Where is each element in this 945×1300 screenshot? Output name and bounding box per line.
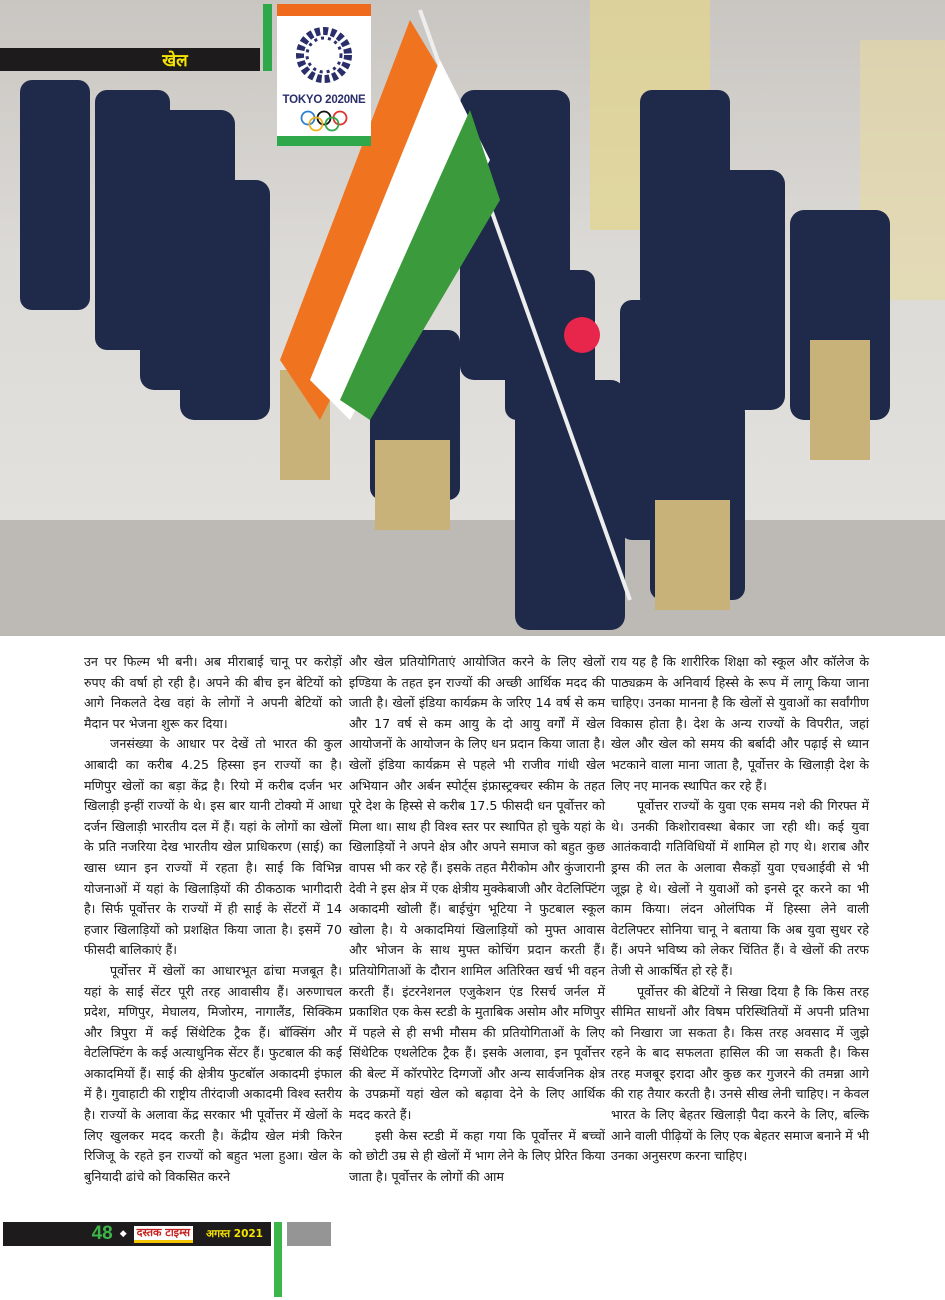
page-footer (3, 1222, 271, 1246)
section-header-bar (0, 48, 260, 71)
issue-date: अगस्त 2021 (206, 1228, 263, 1240)
section-label: खेल (162, 51, 188, 71)
logo-saffron-stripe (277, 4, 371, 16)
paragraph: पूर्वोत्तर राज्यों के युवा एक समय नशे की गिरफ्त में थे। उनकी किशोरावस्था बेकार जा रही थी। कई युवा आतंकवादी गतिविधियों में शामिल हो गए थे। शराब और ड्रग्स की लत के अलावा सैकड़ों युवा एचआईवी से भी जूझ हे थे। खेलों ने युवाओं को इनसे दूर करने का भी काम किया। लंदन ओलंपिक में हिस्सा लेने वाली वेटलिफ्टर सोनिया चानू ने बताया कि अब युवा सुधर रहे हैं। अपने भविष्य को लेकर चिंतित हैं। वे खेलों की तरफ तेजी से आकर्षित हो रहे हैं। (611, 798, 869, 978)
paragraph: जनसंख्या के आधार पर देखें तो भारत की कुल आबादी का करीब 4.25 हिस्सा इन राज्यों का है। मणिपुर खेलों का बड़ा केंद्र है। रियो में करीब दर्जन भर खिलाड़ी इन्हीं राज्यों के थे। इस बार यानी टोक्यो में आधा दर्जन खिलाड़ी भारतीय दल में हैं। यहां के लोगों का खेलों के प्रति नजरिया देख भारतीय खेल प्राधिकरण (साई) का खास ध्यान इन राज्यों में रहता है। साई कि विभिन्न योजनाओं में यहां के खिलाड़ियों की ठीकठाक भागीदारी है। सिर्फ पूर्वोत्तर के राज्यों में ही साई के सेंटरों में 14 हजार खिलाड़ियों को प्रशक्षित किया जाता है। इसमें 70 फीसदी बालिकाएं हैं। (84, 736, 342, 958)
article-column-2 (349, 652, 605, 1187)
logo-green-stripe (277, 136, 371, 146)
paragraph: राय यह है कि शारीरिक शिक्षा को स्कूल और कॉलेज के पाठ्यक्रम के अनिवार्य हिस्से के रूप में लागू किया जाना चाहिए। उनका मानना है कि खेलों से युवाओं का सर्वांगीण विकास होता है। देश के अन्य राज्यों के विपरीत, जहां खेल और खेल को समय की बर्बादी और पढ़ाई से ध्यान भटकाने वाला माना जाता है, पूर्वोत्तर के खिलाड़ी देश के लिए नए मानक स्थापित कर रहे हैं। (611, 654, 869, 793)
tokyo-emblem-icon (293, 24, 355, 86)
paragraph: इसी केस स्टडी में कहा गया कि पूर्वोत्तर में बच्चों को छोटी उम्र से ही खेलों में भाग लेने के लिए प्रेरित किया जाता है। पूर्वोत्तर के लोगों की आम (349, 1127, 605, 1184)
paragraph: और खेल प्रतियोगिताएं आयोजित करने के लिए खेलों इण्डिया के तहत इन राज्यों की अच्छी आर्थिक मदद की जाती है। खेलों इंडिया कार्यक्रम के जरिए 14 वर्ष से कम और 17 वर्ष से कम आयु के दो आयु वर्गों में खेल आयोजनों के आयोजन के लिए धन प्रदान किया जाता है। खेलों इंडिया कार्यक्रम से पहले भी राजीव गांधी खेल अभियान और अर्बन स्पोर्ट्स इंफ्रास्ट्रक्चर स्कीम के तहत पूरे देश के हिस्से से करीब 17.5 फीसदी धन पूर्वोत्तर को मिला था। साथ ही विश्व स्तर पर स्थापित हो चुके यहां के खिलाड़ियों ने अपने क्षेत्र और अपने समाज को बहुत कुछ वापस भी कर रहे हैं। इसके तहत मैरीकोम और कुंजारानी देवी ने इस क्षेत्र में एक क्षेत्रीय मुक्केबाजी और वेटलिफ्टिंग अकादमी खोली हैं। बाईचुंग भूटिया ने फुटबाल स्कूल खोला है। ये अकादमियां खिलाड़ियों को मुफ्त आवास और भोजन के साथ मुफ्त कोचिंग प्रदान करती हैं। प्रतियोगिताओं के दौरान शामिल अतिरिक्त खर्च भी वहन करती हैं। इंटरनेशनल एजुकेशन एंड रिसर्च जर्नल में प्रकाशित एक केस स्टडी के मुताबिक असोम और मणिपुर में पहले से ही सभी मौसम की प्रतियोगिताओं के लिए सिंथेटिक एथलेटिक ट्रैक हैं। इसके अलावा, इन पूर्वोत्तर की बेल्ट में कॉरपोरेट दिग्गजों और अन्य सार्वजनिक क्षेत्र के उपक्रमों यहां खेल को बढ़ावा देने के लिए आर्थिक मदद करते हैं। (349, 654, 605, 1123)
paragraph: पूर्वोत्तर में खेलों का आधारभूत ढांचा मजबूत है। यहां के साई सेंटर पूरी तरह आवासीय हैं। अरुणाचल प्रदेश, मणिपुर, मेघालय, मिजोरम, नागालैंड, सिक्किम और त्रिपुरा में कई सिंथेटिक ट्रैक हैं। बॉक्सिंग और वेटलिफ्टिंग के कई अत्याधुनिक सेंटर हैं। फुटबाल की कई अकादमियों हैं। साई की क्षेत्रीय फुटबॉल अकादमी इंफाल में है। गुवाहाटी की राष्ट्रीय तीरंदाजी अकादमी विश्व स्तरीय है। राज्यों के अलावा केंद्र सरकार भी पूर्वोत्तर में खेलों के लिए खुलकर मदद करती है। केंद्रीय खेल मंत्री किरेन रिजिजू के रहते इन राज्यों को बहुत भला हुआ। खेल के बुनियादी ढांचे को विकसित करने (84, 962, 342, 1184)
olympic-rings-icon (299, 110, 349, 132)
article-column-1 (84, 652, 342, 1187)
decorative-gray-box (287, 1222, 331, 1246)
page-number: 48 (91, 1223, 113, 1244)
bullet-icon: ◆ (119, 1229, 127, 1239)
paragraph: उन पर फिल्म भी बनी। अब मीराबाई चानू पर करोड़ों रुपए की वर्षा हो रही है। अपने की बीच इन बेटियों को आगे निकलते देख वहां के लोगों ने अपनी बेटियों को मैदान पर भेजना शुरू कर दिया। (84, 654, 342, 731)
photo-illustration (0, 0, 945, 636)
hero-photo-indian-contingent (0, 0, 945, 636)
paragraph: पूर्वोत्तर की बेटियों ने सिखा दिया है कि किस तरह सीमित साधनों और विषम परिस्थितियों में अपनी प्रतिभा को निखारा जा सकता है। किस तरह अवसाद में जुझे रहने के बाद सफलता हासिल की जा सकती है। किस तरह मजबूर इरादा और कुछ कर गुजरने की तमन्ना आगे की राह तैयार करती है। उनसे सीख लेनी चाहिए। न केवल भारत के लिए बेहतर खिलाड़ी पैदा करने के लिए, बल्कि आने वाली पीढ़ियों के लिए एक बेहतर समाज बनाने में भी उनका अनुसरण करना चाहिए। (611, 983, 869, 1164)
tokyo-2020-logo (277, 4, 371, 146)
decorative-green-strip (274, 1222, 282, 1297)
magazine-logo: दस्तक टाइम्स (134, 1226, 193, 1243)
article-column-3 (611, 652, 869, 1167)
decorative-green-strip (263, 4, 272, 71)
logo-text: TOKYO 2020NE (282, 94, 366, 106)
